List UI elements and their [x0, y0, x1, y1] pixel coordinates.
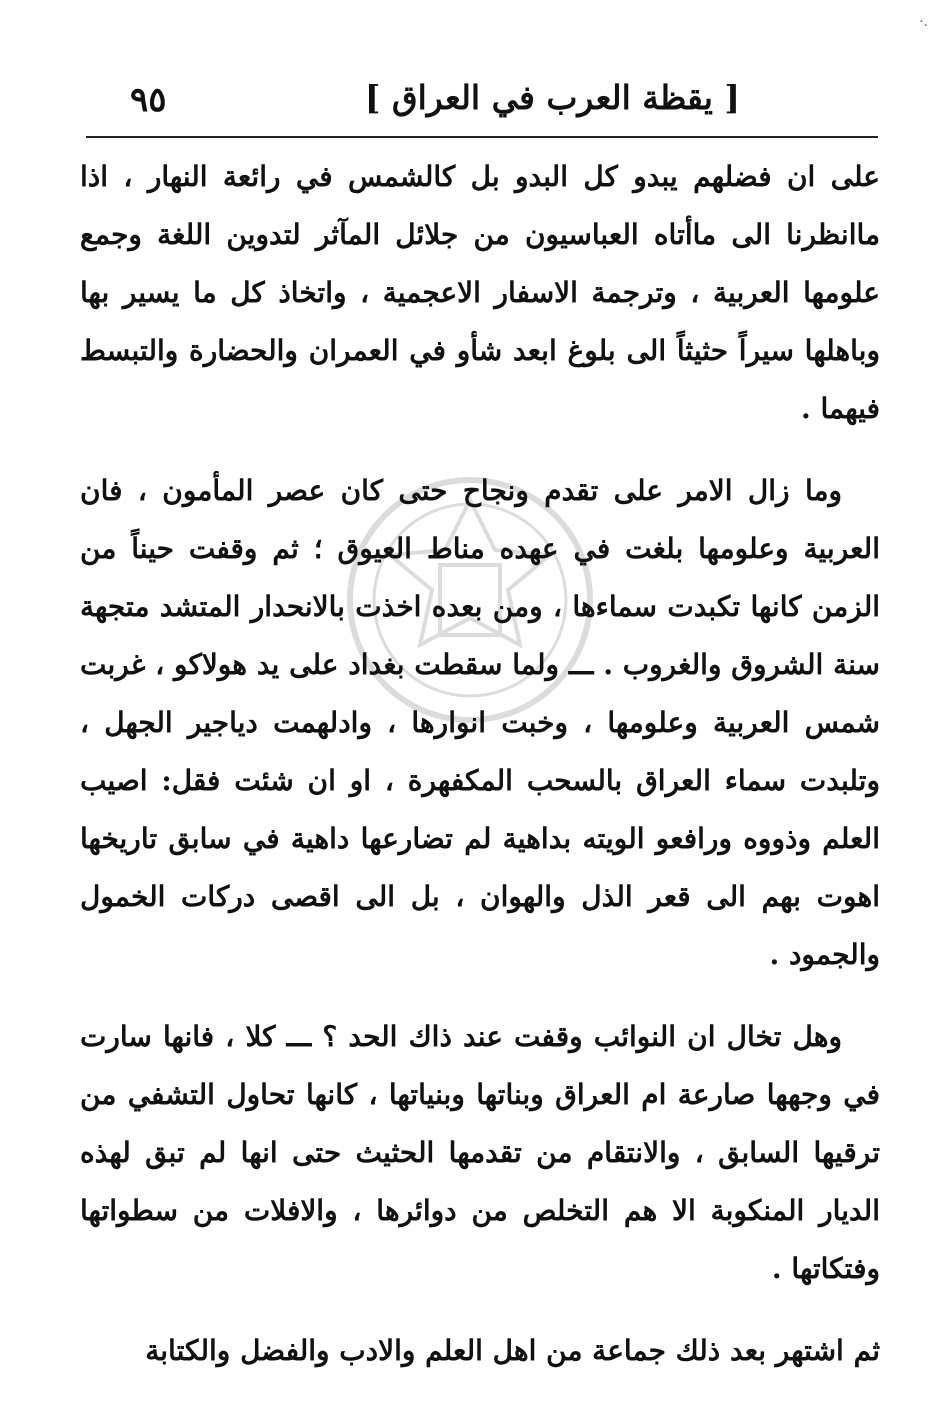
- header-rule: [86, 136, 878, 138]
- body-text: [80, 148, 880, 1380]
- page-number: ٩٥: [130, 80, 167, 120]
- scan-speck: ·.: [919, 14, 928, 30]
- paragraph-2: وما زال الامر على تقدم ونجاح حتى كان عصر المأمون ، فان العربية وعلومها بلغت في عهده مناط العيوق ؛ ثم وقفت حيناً من الزمن كانها تكبدت سماءها ، ومن بعده اخذت بالانحدار المتشد متجهة سنة الشروق والغروب . ـــ ولما سقطت بغداد على يد هولاكو ، غربت شمس العربية وعلومها ، وخبت انوارها ، وادلهمت دياجير الجهل ، وتلبدت سماء العراق بالسحب المكفهرة ، او ان شئت فقل: اصيب العلم وذووه ورافعو الويته بداهية لم تضارعها داهية في سابق تاريخها اهوت بهم الى قعر الذل والهوان ، بل الى اقصى دركات الخمول والجمود .: [80, 474, 880, 971]
- paragraph-4: ثم اشتهر بعد ذلك جماعة من اهل العلم والادب والفضل والكتابة: [145, 1334, 880, 1367]
- paragraph-3: وهل تخال ان النوائب وقفت عند ذاك الحد ؟ ـــ كلا ، فانها سارت في وجهها صارعة ام العراق وبناتها وبنياتها ، كانها تحاول التشفي من ترقيها السابق ، والانتقام من تقدمها الحثيث حتى انها لم تبق لهذه الديار المنكوبة الا هم التخلص من دوائرها ، والافلات من سطواتها وفتكاتها .: [80, 1020, 880, 1285]
- page-header: [70, 70, 880, 130]
- paragraph-1: على ان فضلهم يبدو كل البدو بل كالشمس في رائعة النهار ، اذا ماانظرنا الى ماأتاه العباسيون من جلائل المآثر لتدوين اللغة وجمع علومها العربية ، وترجمة الاسفار الاعجمية ، واتخاذ كل ما يسير بها وباهلها سيراً حثيثاً الى بلوغ ابعد شأو في العمران والحضارة والتبسط فيهما .: [80, 160, 880, 425]
- running-title: [ يقظة العرب في العراق ]: [364, 78, 740, 117]
